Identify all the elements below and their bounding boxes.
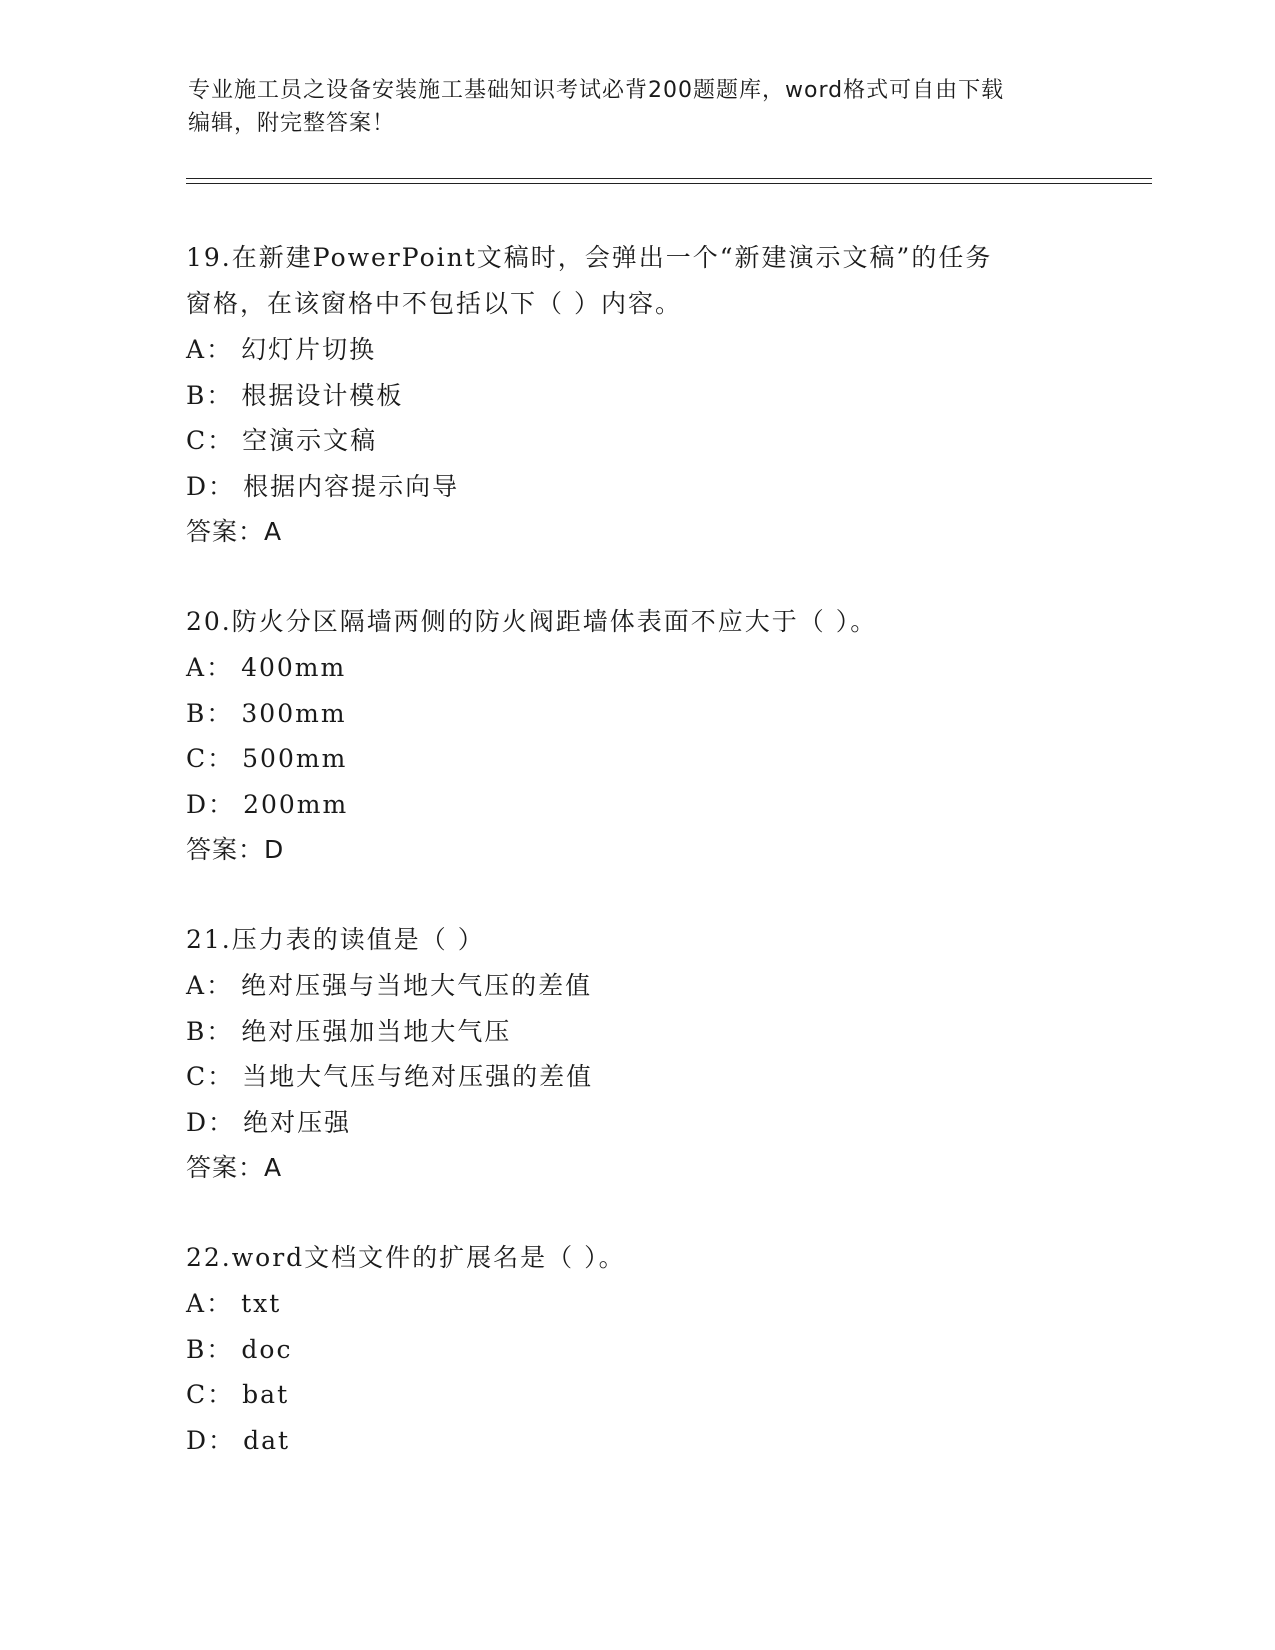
- option-text: bat: [242, 1380, 290, 1409]
- option-a: [186, 645, 1146, 691]
- question-stem: 20.防火分区隔墙两侧的防火阀距墙体表面不应大于（ ）。: [186, 607, 878, 636]
- option-d: [186, 782, 1146, 828]
- option-key: D: [186, 471, 209, 501]
- question-stem: 21.压力表的读值是（ ）: [186, 925, 485, 954]
- option-separator: ：: [206, 971, 234, 1000]
- option-text: 根据内容提示向导: [243, 471, 460, 501]
- option-separator: ：: [208, 1107, 236, 1137]
- option-d: [186, 1418, 1146, 1464]
- option-separator: ：: [206, 653, 234, 682]
- option-separator: ：: [206, 1289, 234, 1318]
- option-text: 500mm: [242, 744, 348, 773]
- question-21: [186, 917, 1146, 1191]
- option-separator: ：: [206, 380, 234, 410]
- option-text: 绝对压强与当地大气压的差值: [241, 971, 593, 1000]
- option-text: 空演示文稿: [242, 426, 378, 455]
- question-20: [186, 599, 1146, 873]
- option-text: 根据设计模板: [241, 380, 404, 410]
- option-text: dat: [243, 1425, 291, 1455]
- option-text: txt: [241, 1289, 282, 1318]
- option-separator: ：: [207, 1380, 235, 1409]
- option-text: 400mm: [241, 653, 347, 682]
- option-separator: ：: [208, 1425, 236, 1455]
- option-b: [186, 691, 1146, 737]
- option-key: C: [186, 1062, 208, 1091]
- option-d: [186, 464, 1146, 510]
- option-key: C: [186, 1380, 208, 1409]
- option-b: [186, 373, 1146, 419]
- option-b: [186, 1009, 1146, 1055]
- document-header: [188, 74, 1088, 140]
- option-key: B: [186, 698, 207, 728]
- header-divider-top: [186, 178, 1152, 179]
- option-key: A: [186, 971, 207, 1000]
- option-separator: ：: [206, 1016, 234, 1046]
- option-c: [186, 736, 1146, 782]
- option-key: D: [186, 789, 209, 819]
- option-key: A: [186, 653, 207, 682]
- option-c: [186, 1372, 1146, 1418]
- option-text: 绝对压强: [243, 1107, 352, 1137]
- option-a: [186, 1281, 1146, 1327]
- option-key: A: [186, 1289, 207, 1318]
- option-b: [186, 1327, 1146, 1373]
- option-text: 绝对压强加当地大气压: [241, 1016, 512, 1046]
- option-a: [186, 327, 1146, 373]
- option-c: [186, 418, 1146, 464]
- question-22: [186, 1235, 1146, 1463]
- option-text: 200mm: [243, 789, 349, 819]
- option-separator: ：: [206, 698, 234, 728]
- answer-line: 答案：D: [186, 835, 285, 864]
- option-c: [186, 1054, 1146, 1100]
- option-key: B: [186, 1016, 207, 1046]
- option-key: C: [186, 426, 208, 455]
- answer-line: 答案：A: [186, 517, 283, 546]
- option-text: 幻灯片切换: [241, 335, 377, 364]
- option-key: C: [186, 744, 208, 773]
- option-key: D: [186, 1107, 209, 1137]
- option-d: [186, 1100, 1146, 1146]
- option-key: B: [186, 1334, 207, 1364]
- option-key: B: [186, 380, 207, 410]
- option-separator: ：: [207, 426, 235, 455]
- option-text: doc: [241, 1334, 293, 1364]
- option-separator: ：: [208, 789, 236, 819]
- option-separator: ：: [207, 1062, 235, 1091]
- header-line-1: 专业施工员之设备安装施工基础知识考试必背200题题库，word格式可自由下载: [188, 78, 1005, 103]
- option-separator: ：: [207, 744, 235, 773]
- option-separator: ：: [208, 471, 236, 501]
- question-list: [186, 235, 1146, 1507]
- option-text: 300mm: [241, 698, 347, 728]
- option-text: 当地大气压与绝对压强的差值: [242, 1062, 594, 1091]
- option-separator: ：: [206, 335, 234, 364]
- option-a: [186, 963, 1146, 1009]
- header-line-2: 编辑，附完整答案！: [188, 111, 396, 136]
- answer-line: 答案：A: [186, 1153, 283, 1182]
- header-divider-bottom: [186, 183, 1152, 184]
- option-key: A: [186, 335, 207, 364]
- question-stem: 22.word文档文件的扩展名是（ ）。: [186, 1243, 626, 1272]
- question-stem: 19.在新建PowerPoint文稿时，会弹出一个“新建演示文稿”的任务: [186, 243, 993, 272]
- option-key: D: [186, 1425, 209, 1455]
- question-19: [186, 235, 1146, 555]
- option-separator: ：: [206, 1334, 234, 1364]
- question-stem-continued: 窗格，在该窗格中不包括以下（ ）内容。: [186, 289, 682, 318]
